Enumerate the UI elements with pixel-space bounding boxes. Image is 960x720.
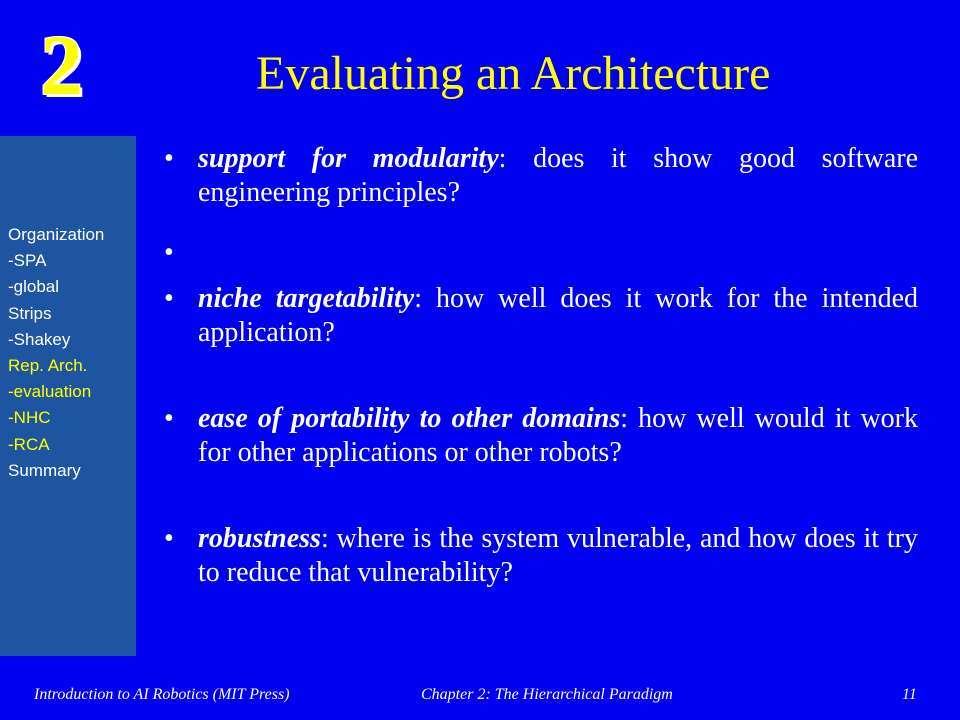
sidebar-panel [0, 136, 136, 656]
sidebar-item-nhc: -NHC [8, 408, 51, 428]
bullet-term: niche targetability [198, 283, 415, 314]
bullet-list [160, 142, 918, 590]
sidebar-item-rep-arch: Rep. Arch. [8, 356, 88, 376]
bullet-text: where is the system vulnerable, and how does it try to reduce that vulnerability? [198, 523, 918, 588]
bullet-item [160, 402, 918, 470]
sidebar-outline [8, 222, 104, 484]
footer-book-title: Introduction to AI Robotics (MIT Press) [34, 686, 290, 703]
slide-title: Evaluating an Architecture [256, 47, 771, 100]
bullet-colon: : [414, 283, 422, 314]
bullet-term: support for modularity [198, 143, 499, 174]
sidebar-item-global: -global [8, 277, 60, 297]
bullet-marker: • [164, 403, 174, 434]
bullet-text: does it show good software engineering principles? [198, 143, 918, 208]
bullet-text: how well does it work for the intended application? [198, 283, 918, 348]
bullet-item [160, 282, 918, 350]
bullet-term: ease of portability to other domains [198, 403, 621, 434]
bullet-term: robustness [198, 523, 321, 554]
sidebar-item-summary: Summary [8, 460, 81, 480]
sidebar-item-evaluation: -evaluation [8, 382, 92, 402]
bullet-item [160, 142, 918, 210]
sidebar-item-rca: -RCA [8, 434, 50, 454]
bullet-marker: • [164, 523, 174, 554]
sidebar-item-strips: Strips [8, 303, 52, 323]
bullet-marker: • [164, 283, 174, 314]
footer-chapter-title: Chapter 2: The Hierarchical Paradigm [421, 686, 673, 703]
bullet-colon: : [498, 143, 507, 174]
chapter-number: 2 [40, 17, 83, 113]
bullet-colon: : [320, 523, 329, 554]
bullet-marker: • [164, 237, 174, 268]
bullet-item [160, 522, 918, 590]
bullet-text: how well would it work for other applications or other robots? [198, 403, 918, 468]
footer-page-number: 11 [902, 686, 917, 703]
bullet-colon: : [620, 403, 629, 434]
sidebar-item-shakey: -Shakey [8, 329, 71, 349]
sidebar-item-organization: Organization [8, 225, 105, 244]
sidebar-item-spa: -SPA [8, 251, 47, 271]
bullet-marker: • [164, 143, 174, 174]
bullet-item-empty [160, 236, 918, 270]
